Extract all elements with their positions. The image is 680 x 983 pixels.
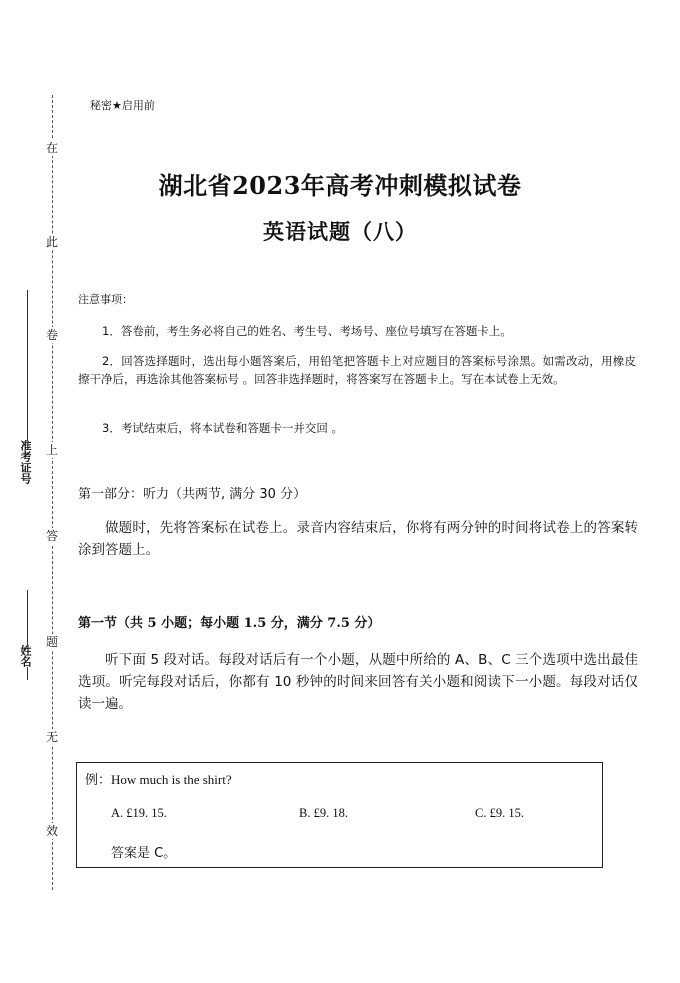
part-instruction: 做题时，先将答案标在试卷上。录音内容结束后，你将有两分钟的时间将试卷上的答案转涂到答题上。 (78, 520, 638, 558)
seal-char: 此 (45, 235, 58, 249)
example-box (76, 762, 603, 868)
seal-char: 答 (45, 529, 58, 543)
seal-char: 卷 (45, 328, 58, 342)
name-label: 姓名 (12, 645, 32, 667)
admission-number-label: 准考证号 (12, 440, 32, 484)
seal-char: 在 (45, 141, 58, 155)
notice-item: 2．回答选择题时，选出每小题答案后，用铅笔把答题卡上对应题目的答案标号涂黑。如需改动，用橡皮擦干净后，再选涂其他答案标号 。回答非选择题时，将答案写在答题卡上。写在本试卷上无效。 (78, 354, 636, 386)
section-instruction: 听下面 5 段对话。每段对话后有一个小题，从题中所给的 A、B、C 三个选项中选出最佳选项。听完每段对话后，你都有 10 秒钟的时间来回答有关小题和阅读下一小题。每段对话仅读一遍。 (78, 652, 638, 712)
seal-char: 无 (45, 730, 58, 744)
part-heading: 第一部分：听力（共两节, 满分 30 分） (78, 487, 307, 502)
notice-item: 1．答卷前，考生务必将自己的姓名、考生号、考场号、座位号填写在答题卡上。 (102, 324, 512, 338)
example-option-b: B. £9. 18. (299, 806, 348, 820)
example-question: 例：How much is the shirt? (85, 772, 232, 787)
confidential-mark: 秘密★启用前 (90, 99, 155, 112)
notice-item: 3．考试结束后，将本试卷和答题卡一并交回 。 (102, 421, 343, 435)
exam-subtitle: 英语试题（八） (263, 219, 417, 244)
seal-char: 效 (45, 824, 58, 838)
seal-char: 题 (45, 635, 58, 649)
example-answer: 答案是 C。 (111, 846, 177, 861)
example-option-c: C. £9. 15. (475, 806, 524, 820)
notice-heading: 注意事项： (78, 293, 133, 306)
section-heading: 第一节（共 5 小题；每小题 1.5 分，满分 7.5 分） (78, 616, 381, 631)
exam-title: 湖北省2023年高考冲刺模拟试卷 (158, 171, 522, 200)
binding-dashed-line (52, 95, 53, 890)
seal-char: 上 (45, 443, 58, 457)
example-option-a: A. £19. 15. (111, 806, 167, 820)
